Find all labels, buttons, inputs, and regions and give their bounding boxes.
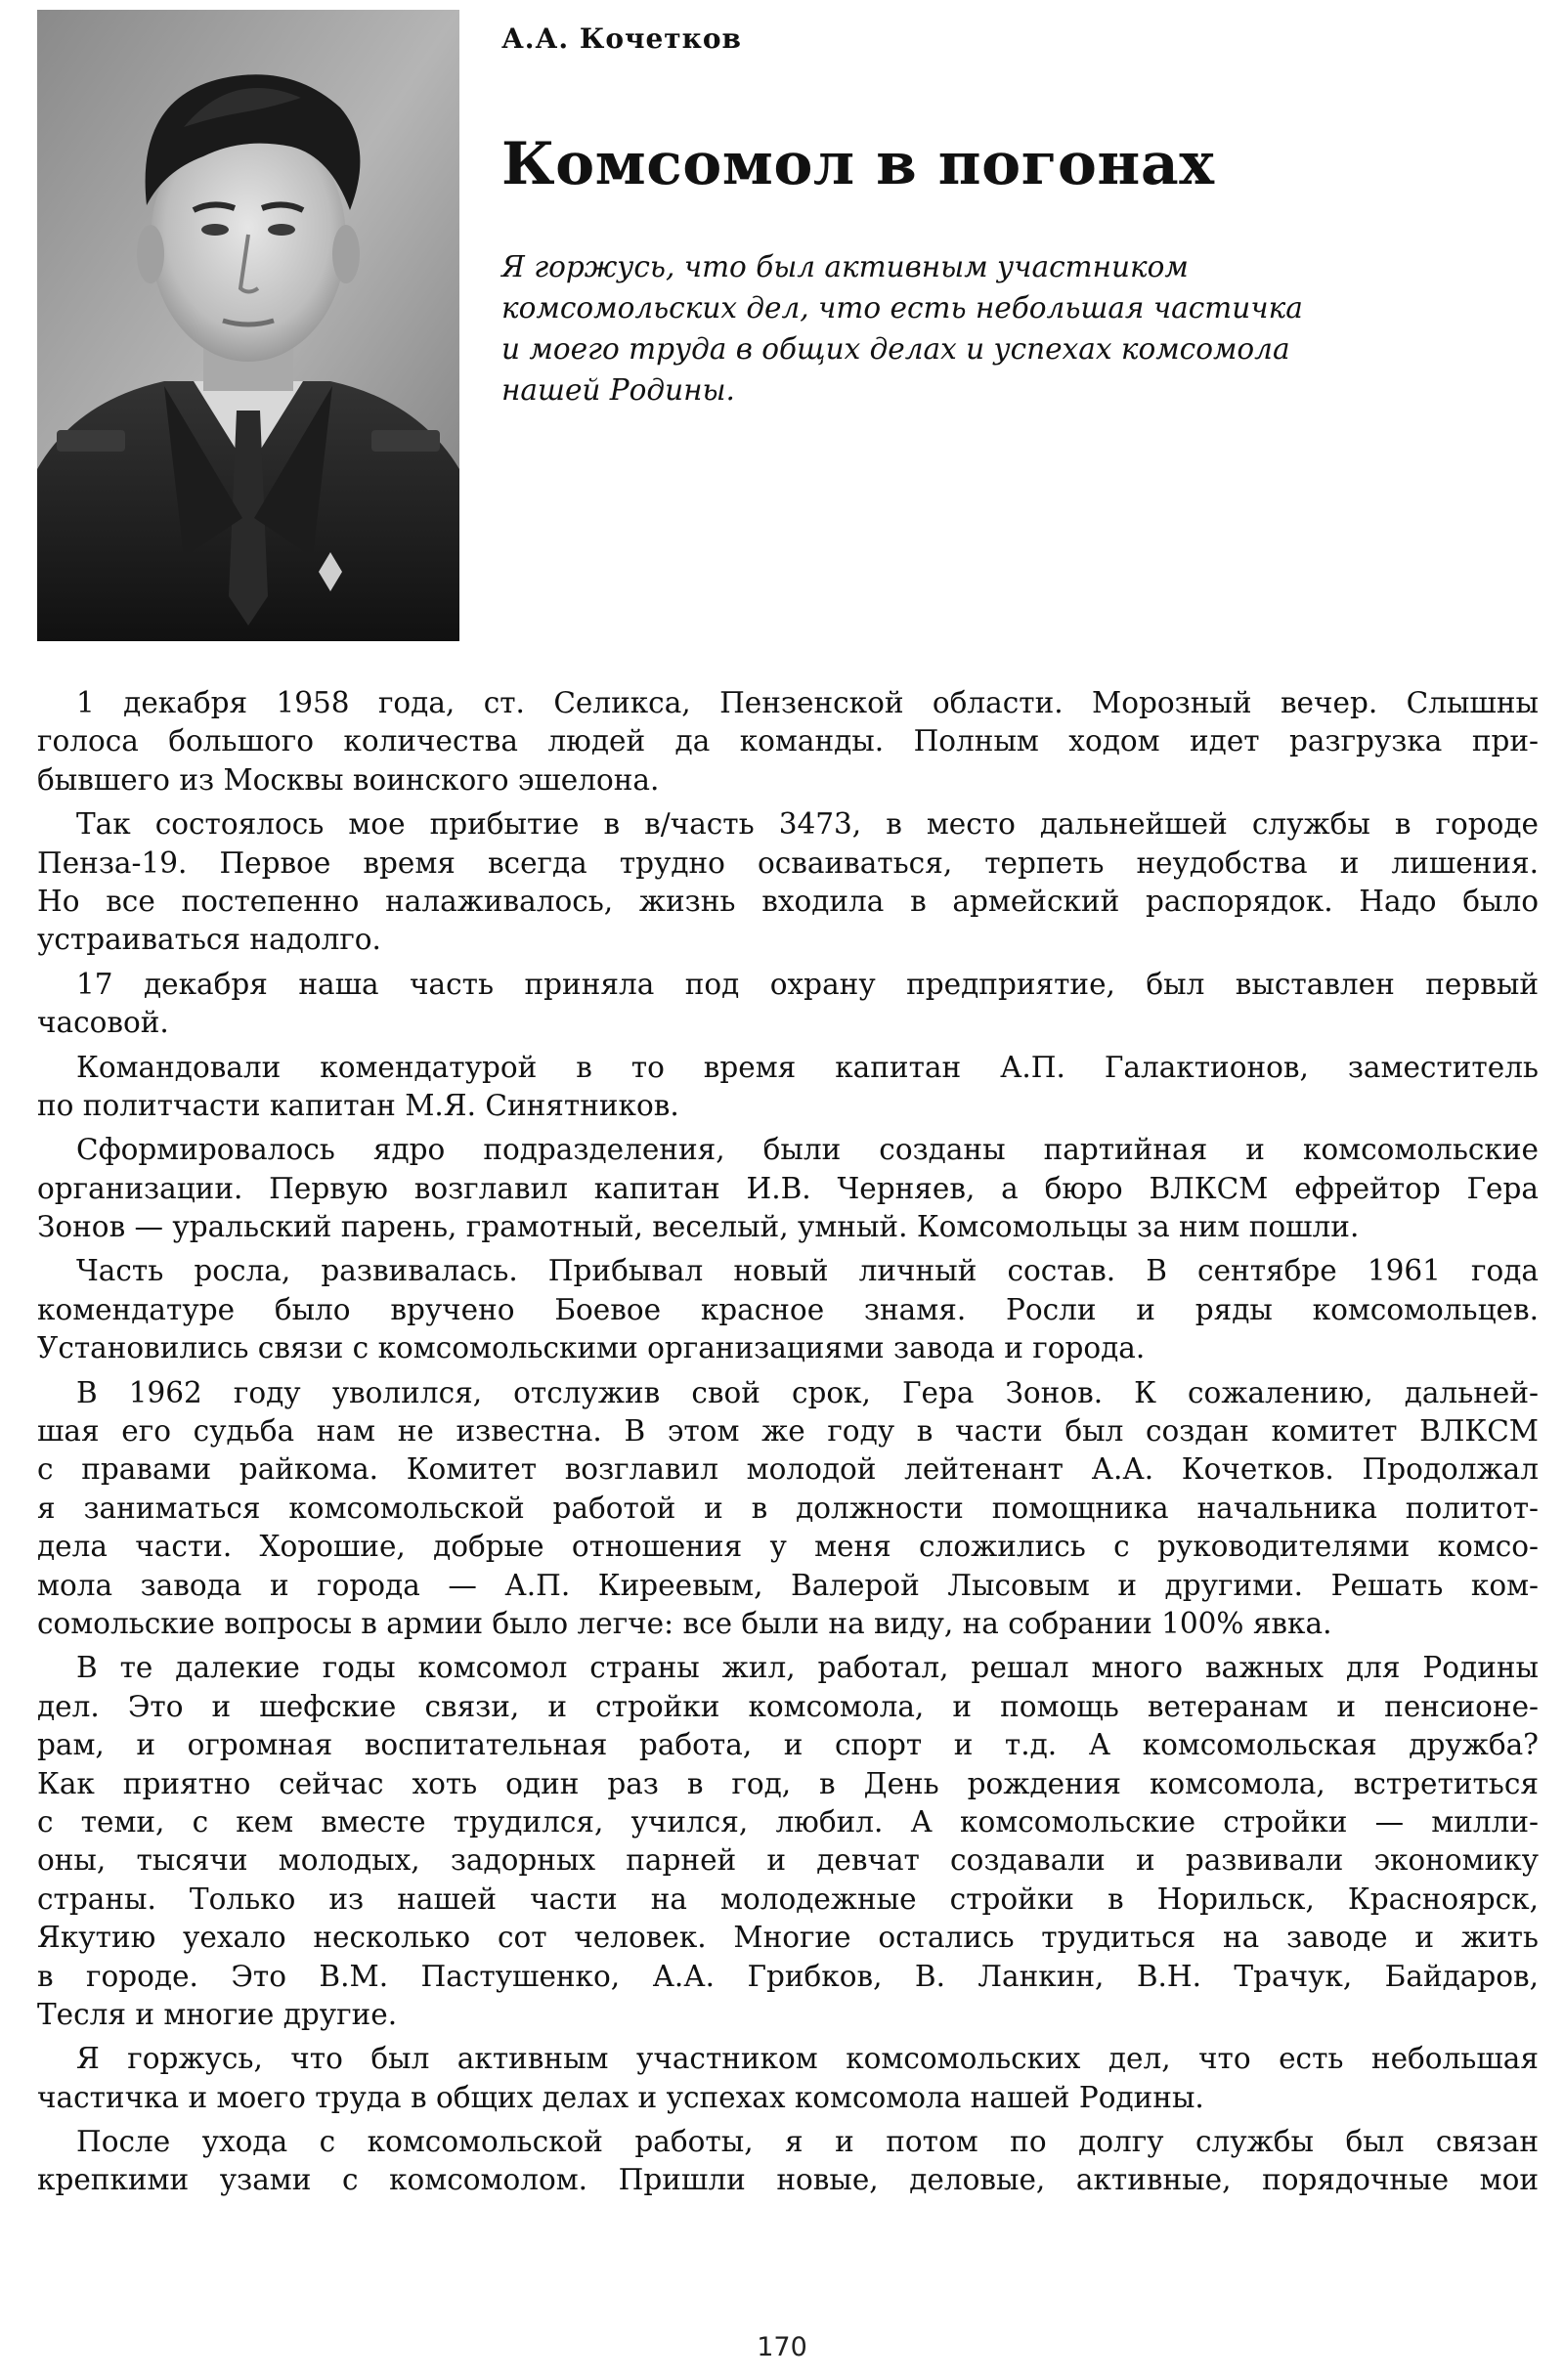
paragraph	[37, 684, 1539, 800]
text-line: мола завода и города — А.П. Киреевым, Валерой Лысовым и другими. Решать ком-	[37, 1568, 1539, 1602]
epigraph-line: Я горжусь, что был активным участником	[501, 250, 1189, 283]
text-line: 1 декабря 1958 года, ст. Селикса, Пензенской области. Морозный вечер. Слышны	[76, 686, 1539, 719]
text-line: В те далекие годы комсомол страны жил, работал, решал много важных для Родины	[76, 1651, 1539, 1685]
text-line: с теми, с кем вместе трудился, учился, любил. А комсомольские стройки — милли-	[37, 1804, 1539, 1839]
text-line: Но все постепенно налаживалось, жизнь входила в армейский распорядок. Надо было	[37, 884, 1539, 918]
text-line: Сформировалось ядро подразделения, были созданы партийная и комсомольские	[76, 1133, 1539, 1167]
text-line: крепкими узами с комсомолом. Пришли новые, деловые, активные, порядочные мои	[37, 2163, 1539, 2197]
paragraph	[37, 1374, 1539, 1644]
text-line: голоса большого количества людей да команды. Полным ходом идет разгрузка при-	[37, 724, 1539, 758]
epigraph-line: и моего труда в общих делах и успехах комсомола	[501, 332, 1290, 366]
text-line: шая его судьба нам не известна. В этом же году в части был создан комитет ВЛКСМ	[37, 1414, 1539, 1449]
paragraph	[37, 1131, 1539, 1246]
text-line: организации. Первую возглавил капитан И.В. Черняев, а бюро ВЛКСМ ефрейтор Гера	[37, 1171, 1539, 1205]
text-line: дела части. Хорошие, добрые отношения у меня сложились с руководителями комсо-	[37, 1530, 1539, 1564]
author-name: А.А. Кочетков	[501, 22, 743, 55]
text-line: После ухода с комсомольской работы, я и потом по долгу службы был связан	[76, 2125, 1539, 2159]
epigraph-line: комсомольских дел, что есть небольшая частичка	[501, 291, 1303, 325]
paragraph	[37, 1049, 1539, 1126]
text-line: по политчасти капитан М.Я. Синятников.	[37, 1088, 679, 1122]
text-line: В 1962 году уволился, отслужив свой срок, Гера Зонов. К сожалению, дальней-	[76, 1375, 1539, 1409]
text-line: Зонов — уральский парень, грамотный, веселый, умный. Комсомольцы за ним пошли.	[37, 1210, 1360, 1244]
page-number: 170	[757, 2332, 807, 2362]
paragraph	[37, 1649, 1539, 2034]
text-line: оны, тысячи молодых, задорных парней и девчат создавали и развивали экономику	[37, 1843, 1539, 1878]
epigraph	[501, 246, 1440, 411]
text-line: Часть росла, развивалась. Прибывал новый личный состав. В сентябре 1961 года	[76, 1254, 1539, 1288]
text-line: страны. Только из нашей части на молодежные стройки в Норильск, Красноярск,	[37, 1882, 1539, 1916]
paragraph	[37, 805, 1539, 960]
text-line: в городе. Это В.М. Пастушенко, А.А. Грибков, В. Ланкин, В.Н. Трачук, Байдаров,	[37, 1959, 1539, 1993]
text-line: 17 декабря наша часть приняла под охрану предприятие, был выставлен первый	[76, 967, 1539, 1001]
article-body	[37, 684, 1539, 2206]
text-line: Установились связи с комсомольскими организациями завода и города.	[37, 1331, 1146, 1365]
paragraph	[37, 1252, 1539, 1367]
epigraph-line: нашей Родины.	[501, 373, 735, 407]
text-line: бывшего из Москвы воинского эшелона.	[37, 762, 660, 797]
text-line: сомольские вопросы в армии было легче: все были на виду, на собрании 100% явка.	[37, 1606, 1332, 1640]
text-line: устраиваться надолго.	[37, 923, 381, 957]
text-line: я заниматься комсомольской работой и в должности помощника начальника политот-	[37, 1491, 1539, 1525]
text-line: рам, и огромная воспитательная работа, и спорт и т.д. А комсомольская дружба?	[37, 1728, 1539, 1762]
text-line: часовой.	[37, 1006, 169, 1040]
text-line: Как приятно сейчас хоть один раз в год, в День рождения комсомола, встретиться	[37, 1766, 1539, 1800]
text-line: Якутию уехало несколько сот человек. Многие остались трудиться на заводе и жить	[37, 1921, 1539, 1955]
paragraph	[37, 966, 1539, 1043]
text-line: Тесля и многие другие.	[37, 1997, 398, 2031]
author-portrait-photo	[37, 10, 459, 641]
article-title: Комсомол в погонах	[501, 130, 1215, 198]
paragraph	[37, 2040, 1539, 2117]
portrait-image	[37, 10, 459, 641]
paragraph	[37, 2123, 1539, 2200]
text-line: Я горжусь, что был активным участником комсомольских дел, что есть небольшая	[76, 2042, 1539, 2076]
text-line: комендатуре было вручено Боевое красное знамя. Росли и ряды комсомольцев.	[37, 1292, 1539, 1326]
text-line: Так состоялось мое прибытие в в/часть 3473, в место дальнейшей службы в городе	[76, 807, 1539, 842]
text-line: Пенза-19. Первое время всегда трудно осваиваться, терпеть неудобства и лишения.	[37, 845, 1539, 880]
text-line: дел. Это и шефские связи, и стройки комсомола, и помощь ветеранам и пенсионе-	[37, 1689, 1539, 1723]
text-line: Командовали комендатурой в то время капитан А.П. Галактионов, заместитель	[76, 1050, 1539, 1084]
text-line: с правами райкома. Комитет возглавил молодой лейтенант А.А. Кочетков. Продолжал	[37, 1452, 1539, 1487]
article-header	[501, 20, 1538, 411]
text-line: частичка и моего труда в общих делах и успехах комсомола нашей Родины.	[37, 2080, 1204, 2114]
